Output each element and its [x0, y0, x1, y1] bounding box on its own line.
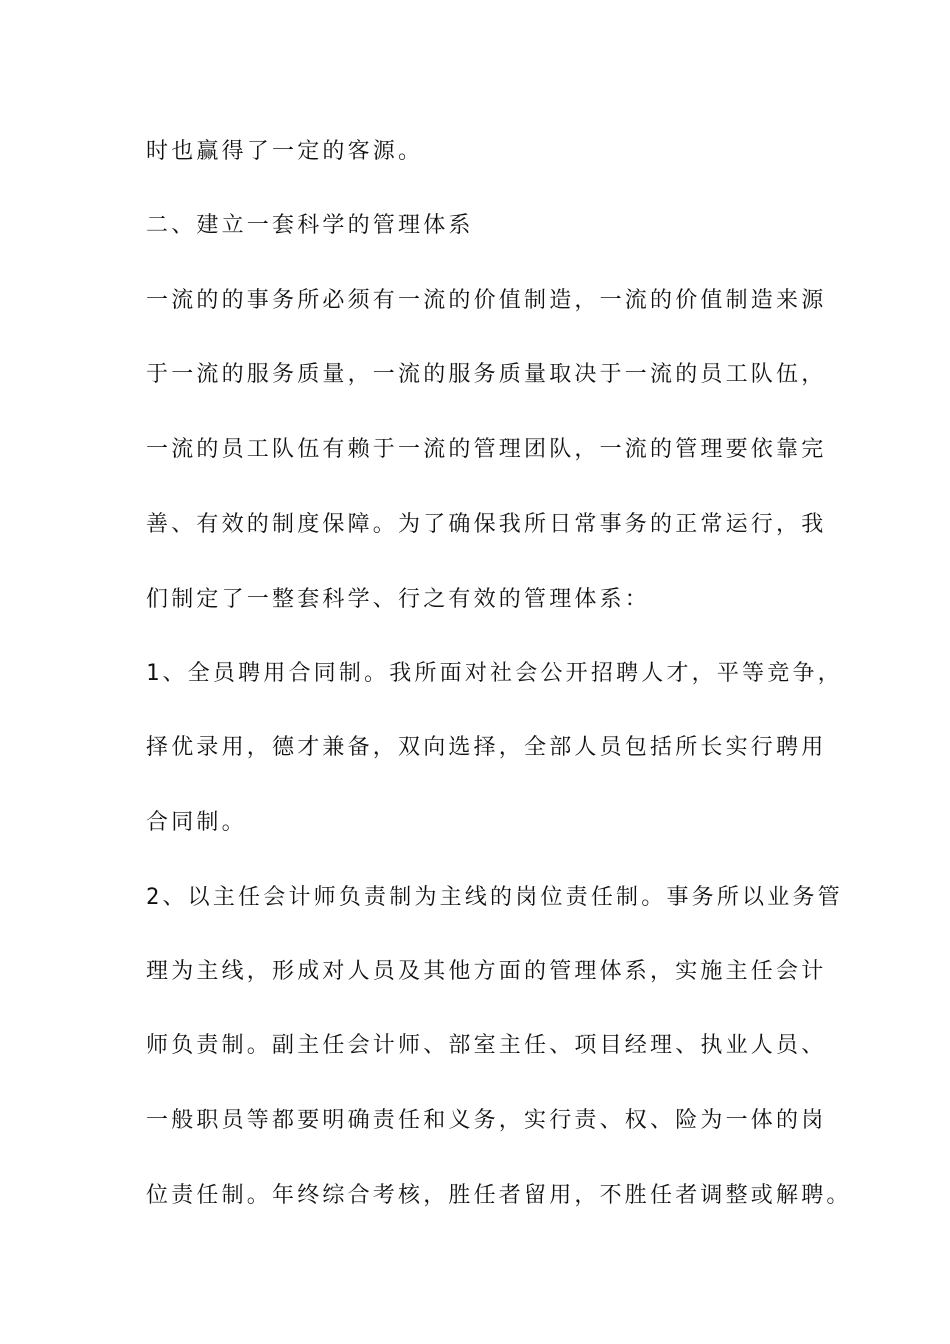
text-line-6: 善、有效的制度保障。为了确保我所日常事务的正常运行，我 [146, 512, 827, 537]
section-heading: 二、建立一套科学的管理体系 [146, 213, 474, 238]
text-line-4: 于一流的服务质量，一流的服务质量取决于一流的员工队伍， [146, 362, 827, 387]
list-item-2-line-5: 位责任制。年终综合考核，胜任者留用，不胜任者调整或解聘。 [146, 1183, 852, 1208]
text-line-1: 时也赢得了一定的客源。 [146, 139, 424, 164]
list-item-2-line-2: 理为主线，形成对人员及其他方面的管理体系，实施主任会计 [146, 959, 827, 984]
list-item-1-line-2: 择优录用，德才兼备，双向选择，全部人员包括所长实行聘用 [146, 735, 827, 760]
list-item-2-line-4: 一般职员等都要明确责任和义务，实行责、权、险为一体的岗 [146, 1108, 827, 1133]
list-item-1-line-1: 1、全员聘用合同制。我所面对社会公开招聘人才，平等竞争， [146, 661, 843, 686]
text-line-3: 一流的的事务所必须有一流的价值制造，一流的价值制造来源 [146, 288, 827, 313]
list-item-2-line-3: 师负责制。副主任会计师、部室主任、项目经理、执业人员、 [146, 1033, 827, 1058]
list-item-2-line-1: 2、以主任会计师负责制为主线的岗位责任制。事务所以业务管 [146, 885, 843, 910]
text-line-5: 一流的员工队伍有赖于一流的管理团队，一流的管理要依靠完 [146, 437, 827, 462]
text-line-7: 们制定了一整套科学、行之有效的管理体系： [146, 587, 651, 612]
list-item-1-line-3: 合同制。 [146, 810, 247, 835]
